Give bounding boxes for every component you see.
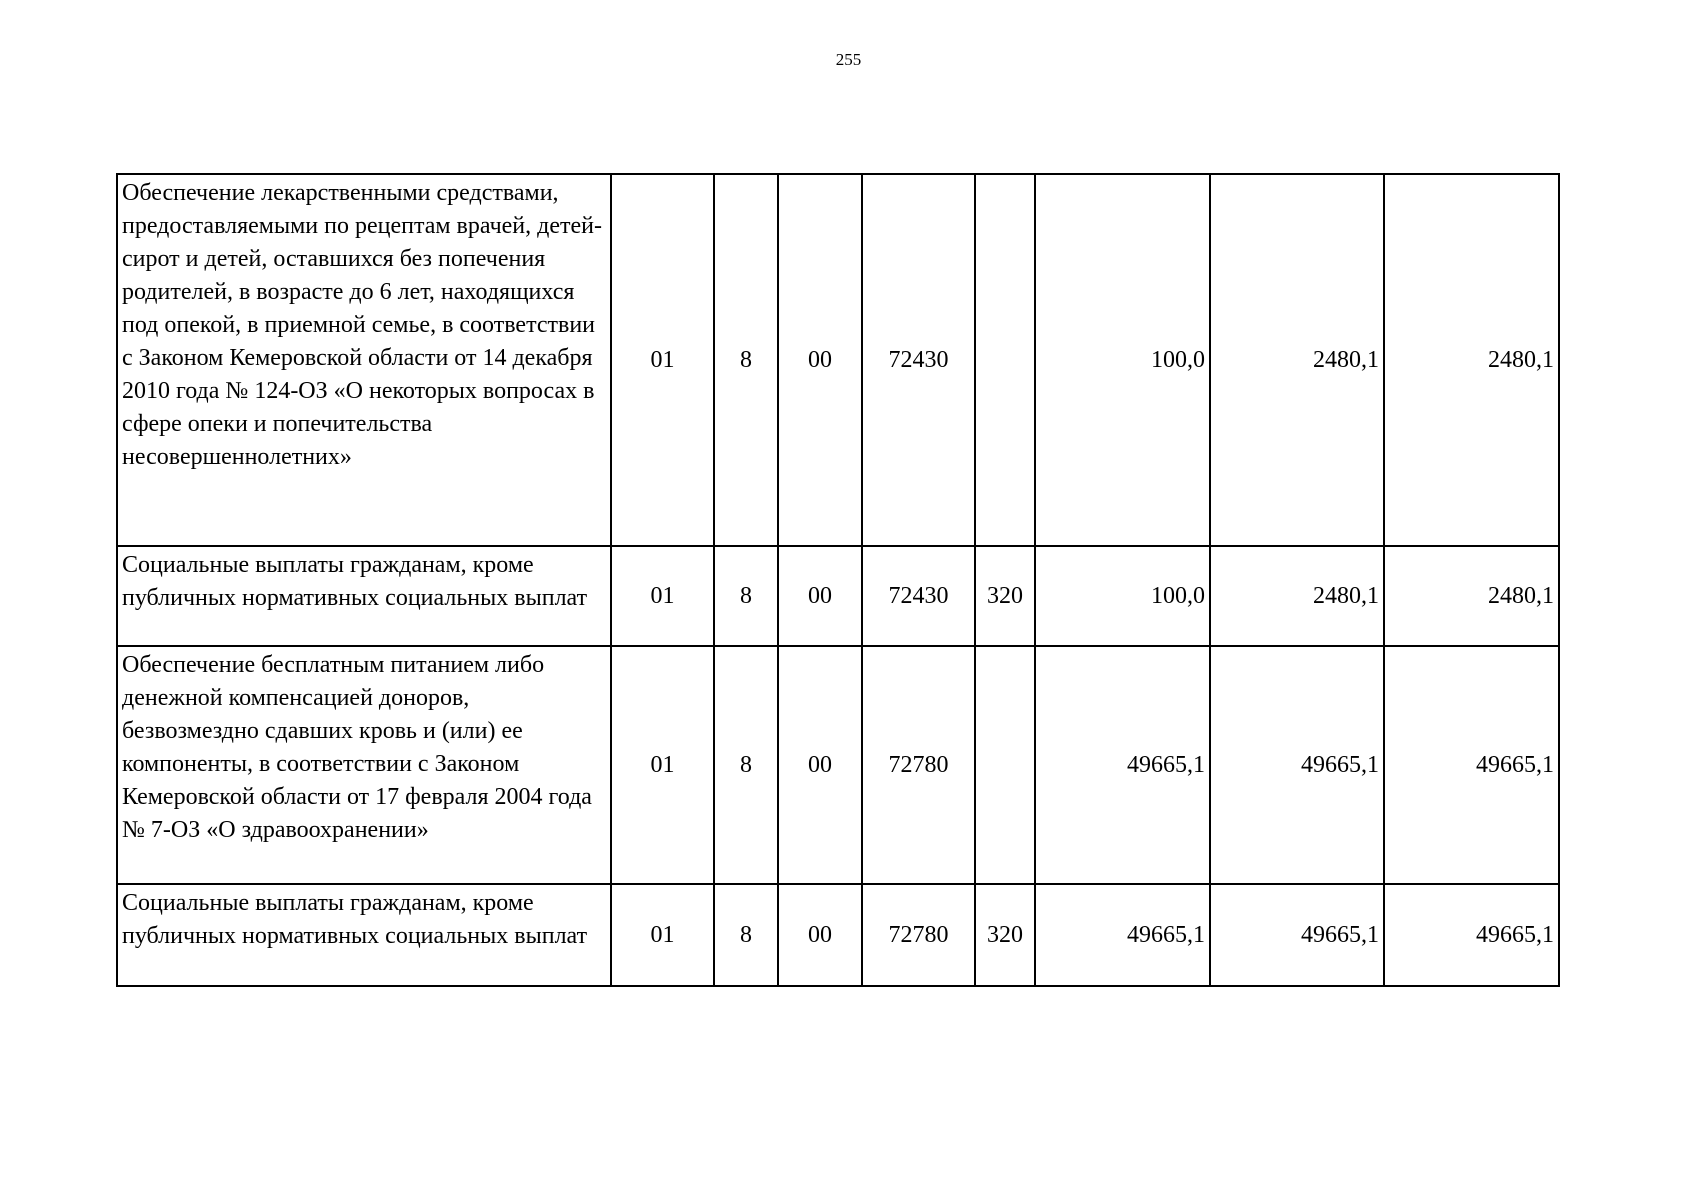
- direction-code: 72780: [862, 646, 975, 884]
- amount-2: 49665,1: [1210, 884, 1384, 986]
- amount-3: 2480,1: [1384, 546, 1559, 646]
- amount-1: 49665,1: [1035, 884, 1210, 986]
- amount-1: 49665,1: [1035, 646, 1210, 884]
- table-row: [117, 546, 1559, 646]
- amount-1: 100,0: [1035, 546, 1210, 646]
- page-number: 255: [835, 50, 862, 69]
- amount-1: 100,0: [1035, 174, 1210, 546]
- program-code: 01: [611, 646, 714, 884]
- subprogram-code: 8: [714, 646, 778, 884]
- direction-code: 72780: [862, 884, 975, 986]
- direction-code: 72430: [862, 174, 975, 546]
- program-code: 01: [611, 174, 714, 546]
- amount-2: 2480,1: [1210, 174, 1384, 546]
- direction-code: 72430: [862, 546, 975, 646]
- budget-table: [116, 173, 1560, 987]
- amount-3: 49665,1: [1384, 884, 1559, 986]
- row-description: Социальные выплаты гражданам, кроме публичных нормативных социальных выплат: [117, 546, 611, 646]
- table-row: [117, 646, 1559, 884]
- amount-2: 2480,1: [1210, 546, 1384, 646]
- amount-2: 49665,1: [1210, 646, 1384, 884]
- amount-3: 49665,1: [1384, 646, 1559, 884]
- expense-type-code: [975, 646, 1035, 884]
- event-code: 00: [778, 174, 862, 546]
- expense-type-code: [975, 174, 1035, 546]
- amount-3: 2480,1: [1384, 174, 1559, 546]
- subprogram-code: 8: [714, 884, 778, 986]
- row-description: Обеспечение лекарственными средствами, предоставляемыми по рецептам врачей, детей-сирот и детей, оставшихся без попечения родителей, в возрасте до 6 лет, находящихся под опекой, в приемной семье, в соответствии с Законом Кемеровской области от 14 декабря 2010 года № 124-ОЗ «О некоторых вопросах в сфере опеки и попечительства несовершеннолетних»: [117, 174, 611, 546]
- event-code: 00: [778, 546, 862, 646]
- table-row: [117, 884, 1559, 986]
- subprogram-code: 8: [714, 546, 778, 646]
- program-code: 01: [611, 884, 714, 986]
- expense-type-code: 320: [975, 546, 1035, 646]
- row-description: Обеспечение бесплатным питанием либо денежной компенсацией доноров, безвозмездно сдавших кровь и (или) ее компоненты, в соответствии с Законом Кемеровской области от 17 февраля 2004 года № 7-ОЗ «О здравоохранении»: [117, 646, 611, 884]
- event-code: 00: [778, 646, 862, 884]
- program-code: 01: [611, 546, 714, 646]
- event-code: 00: [778, 884, 862, 986]
- table-row: [117, 174, 1559, 546]
- row-description: Социальные выплаты гражданам, кроме публичных нормативных социальных выплат: [117, 884, 611, 986]
- subprogram-code: 8: [714, 174, 778, 546]
- expense-type-code: 320: [975, 884, 1035, 986]
